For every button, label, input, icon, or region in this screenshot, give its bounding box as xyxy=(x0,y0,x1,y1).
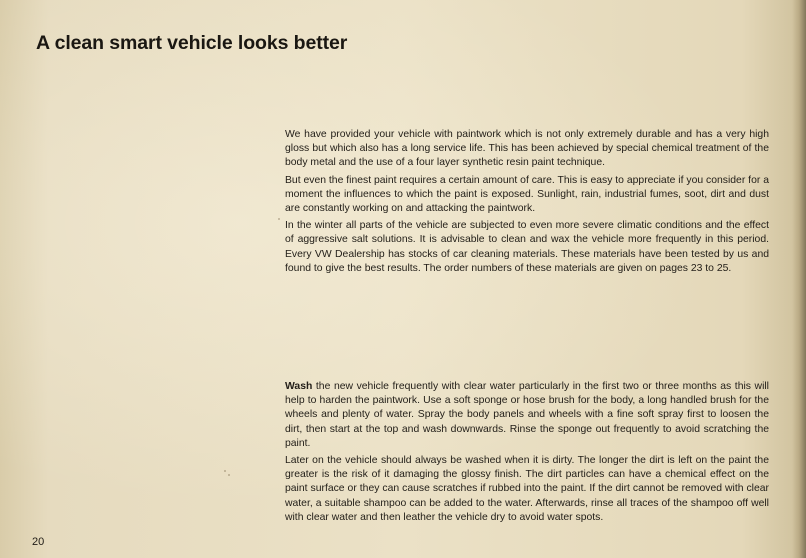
intro-paragraph-1: We have provided your vehicle with paintwork which is not only extremely durable and has a very high gloss but which also has a long service life. This has been achieved by special chemical treatment of the body metal and the use of a four layer synthetic resin paint technique. xyxy=(285,129,769,169)
intro-paragraph-2: But even the finest paint requires a certain amount of care. This is easy to appreciate if you consider for a moment the influences to which the paint is exposed. Sunlight, rain, industrial fumes, soot, dirt and dust are constantly working on and attacking the paintwork. xyxy=(285,174,769,215)
intro-section xyxy=(285,128,769,279)
page-gutter-shadow xyxy=(792,0,806,558)
wash-section xyxy=(285,380,769,528)
wash-paragraph-1 xyxy=(285,380,769,451)
page-number: 20 xyxy=(32,536,45,548)
wash-lead-word: Wash xyxy=(285,381,313,392)
wash-paragraph-2: Later on the vehicle should always be washed when it is dirty. The longer the dirt is left on the paint the greater is the risk of it damaging the glossy finish. The dirt particles can have a chemical effect on the paint surface or they can cause scratches if rubbed into the paint. If the dirt cannot be removed with clear water, a suitable shampoo can be added to the water. Afterwards, rinse all traces of the shampoo off well with clear water and then leather the vehicle dry to avoid water spots. xyxy=(285,455,769,523)
paper-speck xyxy=(278,218,280,220)
paper-speck xyxy=(224,470,226,472)
paper-speck xyxy=(228,474,230,476)
intro-paragraph-3: In the winter all parts of the vehicle are subjected to even more severe climatic conditions and the effect of aggressive salt solutions. It is advisable to clean and wax the vehicle more frequently in this period. Every VW Dealership has stocks of car cleaning materials. These materials have been tested by us and found to give the best results. The order numbers of these materials are given on pages 23 to 25. xyxy=(285,220,769,274)
wash-paragraph-1-text: the new vehicle frequently with clear water particularly in the first two or three months as this will help to harden the paintwork. Use a soft sponge or hose brush for the body, a long handled brush for the wheels and plenty of water. Spray the body panels and wheels with a fine soft spray first to loosen the dirt, then start at the top and wash downwards. Rinse the sponge out frequently to avoid scratching the paint. xyxy=(285,381,769,449)
page-title: A clean smart vehicle looks better xyxy=(36,32,348,54)
